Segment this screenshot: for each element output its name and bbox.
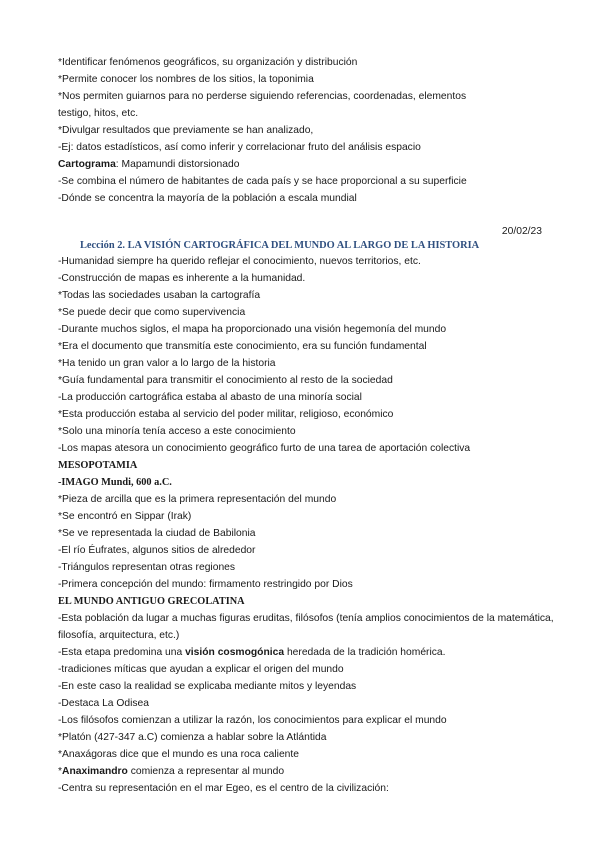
note-line: -Ej: datos estadísticos, así como inferir y correlacionar fruto del análisis espacio (58, 142, 421, 153)
note-line: *Divulgar resultados que previamente se han analizado, (58, 125, 314, 136)
cartograma-definition: : Mapamundi distorsionado (115, 159, 240, 170)
note-line: *Pieza de arcilla que es la primera representación del mundo (58, 494, 337, 505)
note-line: -Durante muchos siglos, el mapa ha proporcionado una visión hegemonía del mundo (58, 324, 447, 335)
note-line: -La producción cartográfica estaba al abasto de una minoría social (58, 392, 362, 403)
note-line: filosofía, arquitectura, etc.) (58, 630, 180, 641)
lesson-title: Lección 2. LA VISIÓN CARTOGRÁFICA DEL MUNDO AL LARGO DE LA HISTORIA (80, 240, 480, 251)
date-label: 20/02/23 (501, 226, 542, 237)
cosmogonic-suffix: heredada de la tradición homérica. (284, 647, 446, 658)
note-line: *Esta producción estaba al servicio del poder militar, religioso, económico (58, 409, 394, 420)
note-line: -Esta población da lugar a muchas figuras eruditas, filósofos (tenía amplios conocimientos de la matemática, (58, 613, 554, 624)
cosmogonic-line (58, 644, 548, 661)
note-line: *Se encontró en Sippar (Irak) (58, 511, 192, 522)
cosmogonic-term: visión cosmogónica (185, 647, 285, 658)
note-line: *Solo una minoría tenía acceso a este conocimiento (58, 426, 296, 437)
note-line: -Los filósofos comienzan a utilizar la razón, los conocimientos para explicar el mundo (58, 715, 447, 726)
note-line: *Nos permiten guiarnos para no perderse siguiendo referencias, coordenadas, elementos (58, 91, 467, 102)
note-line: -Se combina el número de habitantes de cada país y se hace proporcional a su superficie (58, 176, 467, 187)
note-line: *Se ve representada la ciudad de Babilonia (58, 528, 256, 539)
cartograma-line (58, 156, 548, 173)
note-line: *Anaxágoras dice que el mundo es una roca caliente (58, 749, 299, 760)
lesson-body (58, 253, 554, 797)
note-line: -Los mapas atesora un conocimiento geográfico furto de una tarea de aportación colectiva (58, 443, 471, 454)
note-line: -Humanidad siempre ha querido reflejar el conocimiento, nuevos territorios, etc. (58, 256, 421, 267)
anaximandro-line (58, 763, 548, 780)
note-line: *Permite conocer los nombres de los sitios, la toponimia (58, 74, 314, 85)
anaximandro-suffix: comienza a representar al mundo (127, 766, 285, 777)
cartograma-term: Cartograma (58, 159, 116, 170)
note-line: -Centra su representación en el mar Egeo, es el centro de la civilización: (58, 783, 389, 794)
anaximandro-term: Anaximandro (62, 766, 128, 777)
notes-top-block (58, 54, 548, 207)
note-line: *Platón (427-347 a.C) comienza a hablar sobre la Atlántida (58, 732, 327, 743)
note-line: -Construcción de mapas es inherente a la humanidad. (58, 273, 306, 284)
section-heading-grecolatina: EL MUNDO ANTIGUO GRECOLATINA (58, 596, 245, 607)
note-line: -Dónde se concentra la mayoría de la población a escala mundial (58, 193, 357, 204)
note-line: -Triángulos representan otras regiones (58, 562, 236, 573)
subheading-imago-mundi: -IMAGO Mundi, 600 a.C. (58, 477, 172, 488)
anaximandro-prefix: * (58, 766, 63, 777)
note-line: *Guía fundamental para transmitir el conocimiento al resto de la sociedad (58, 375, 393, 386)
note-line: -tradiciones míticas que ayudan a explicar el origen del mundo (58, 664, 344, 675)
note-line: -Destaca La Odisea (58, 698, 150, 709)
note-line: *Ha tenido un gran valor a lo largo de la historia (58, 358, 276, 369)
section-heading-mesopotamia: MESOPOTAMIA (58, 460, 138, 471)
note-line: -Primera concepción del mundo: firmamento restringido por Dios (58, 579, 353, 590)
note-line: -En este caso la realidad se explicaba mediante mitos y leyendas (58, 681, 357, 692)
note-line: *Se puede decir que como supervivencia (58, 307, 246, 318)
note-line: *Era el documento que transmitía este conocimiento, era su función fundamental (58, 341, 427, 352)
cosmogonic-prefix: -Esta etapa predomina una (58, 647, 186, 658)
note-line: *Todas las sociedades usaban la cartografía (58, 290, 261, 301)
note-line: *Identificar fenómenos geográficos, su organización y distribución (58, 57, 358, 68)
note-line: -El río Éufrates, algunos sitios de alrededor (58, 545, 256, 556)
note-line: testigo, hitos, etc. (58, 108, 139, 119)
